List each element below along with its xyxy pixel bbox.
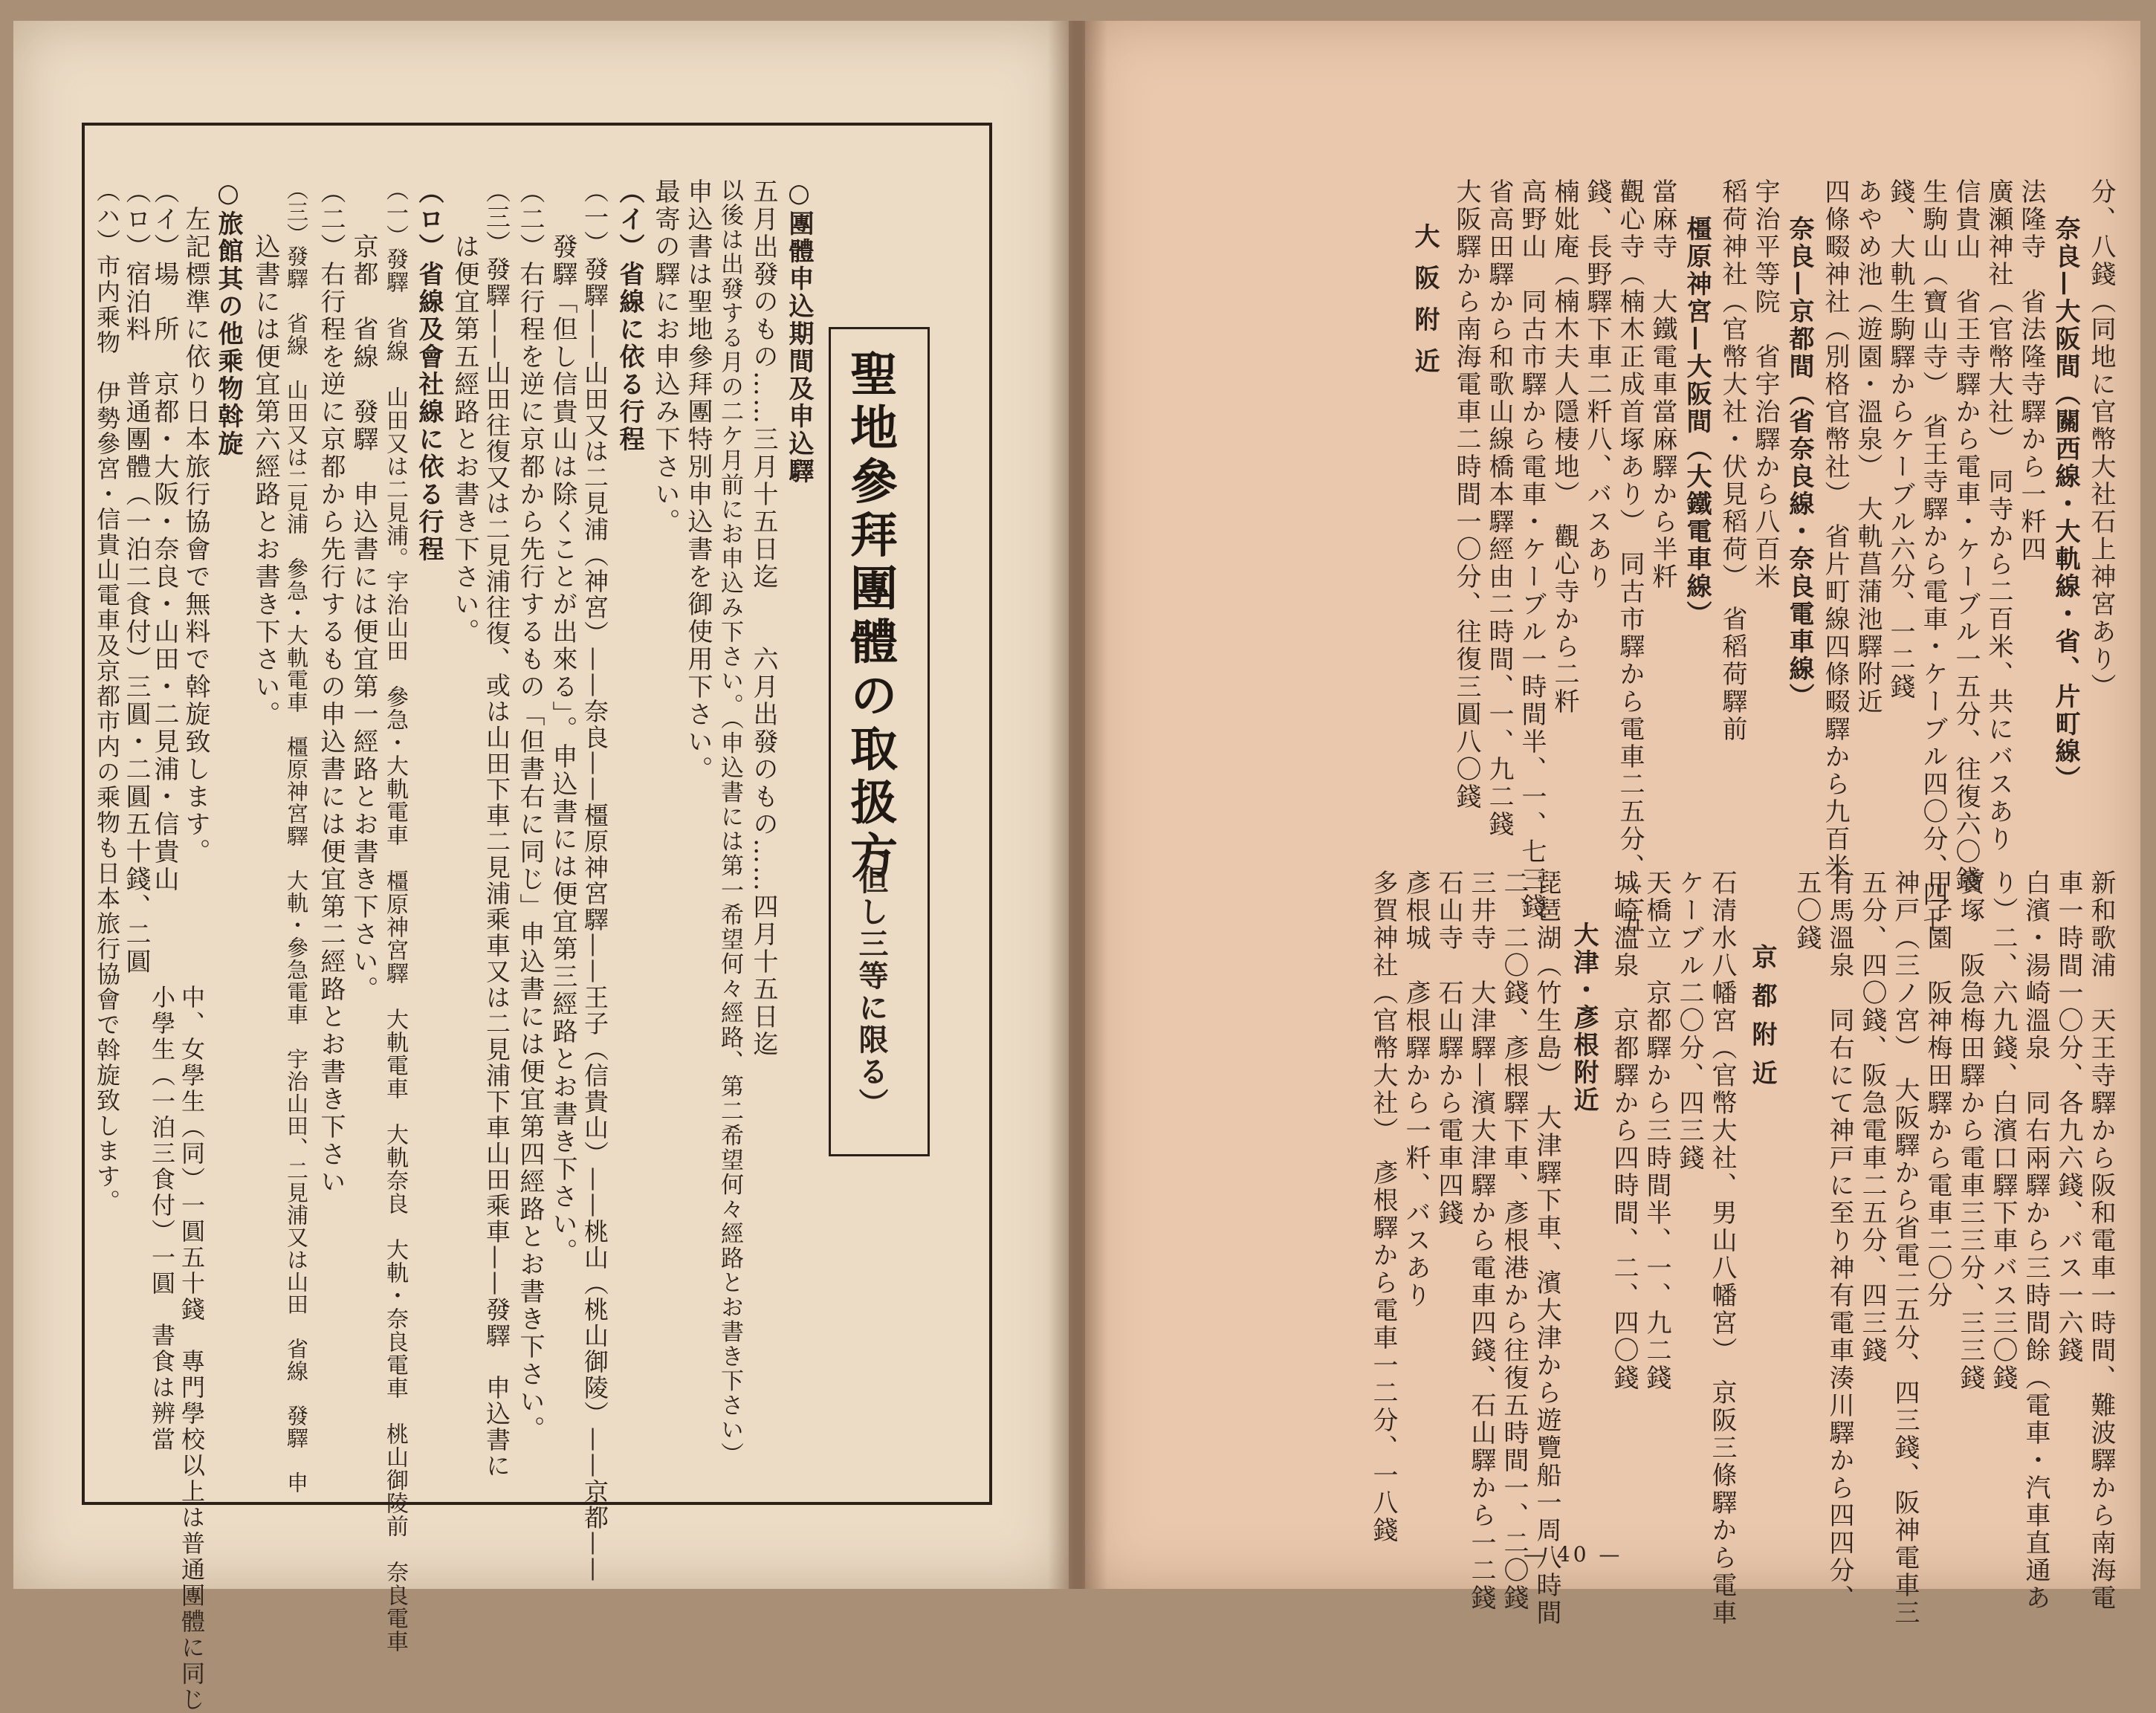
right-col: 車一時間一〇分、各九六錢、バス一六錢 — [2053, 870, 2083, 1364]
left-col: （イ）省線に依る行程 — [615, 178, 644, 453]
section-heading-kyoto: 京都附近 — [1747, 944, 1777, 1098]
left-col: （一）發驛——山田又は二見浦（神宮）——奈良——橿原神宮驛——王子（信貴山）——桃山（桃山御陵）——京都—— — [580, 178, 609, 1583]
left-col: 左記標準に依り日本旅行協會で無料で斡旋致します。 — [181, 178, 210, 866]
right-col: 甲子園 阪神梅田驛から電車二〇分 — [1923, 870, 1952, 1309]
page-title: 聖地參拜團體の取扱方 — [842, 349, 898, 884]
right-col: ケーブル二〇分、四三錢 — [1674, 870, 1704, 1172]
right-col: 白濱・湯崎溫泉 同右兩驛から三時間餘（電車・汽車直通あ — [2021, 870, 2050, 1612]
right-col: 三井寺 大津驛—濱大津驛から電車四錢、石山驛から一二錢 — [1466, 870, 1496, 1612]
left-col: 小學生（一泊三食付）一圓 書食は辨當 — [148, 855, 176, 1453]
right-col: 天橋立 京都驛から三時間半、一、九二錢 — [1642, 870, 1671, 1392]
right-col: り）二、六九錢、白濱口驛下車バス三〇錢 — [1988, 870, 2018, 1392]
left-col: 以後は出發する月の二ケ月前にお申込み下さい。（申込書には第一希望何々經路、第二希望何々經路とお書き下さい） — [716, 178, 743, 1467]
left-col: （ハ）市内乘物 伊勢參宮・信貴山電車及京都市内の乘物も日本旅行協會で斡旋致します。 — [93, 178, 121, 1214]
left-col: ○團體申込期間及申込驛 — [784, 178, 814, 485]
right-col: 信貴山 省王寺驛から電車・ケーブル一五分、往復六〇錢 — [1951, 178, 1981, 893]
right-col: 神戸（三ノ宮） 大阪驛から省電二五分、四三錢、阪神電車三 — [1890, 870, 1920, 1627]
right-col: 奈良—大阪間（關西線・大軌線・省、片町線） — [2050, 216, 2080, 793]
left-col: （三）發驛——山田往復又は二見浦往復、或は山田下車二見浦乘車又は二見浦下車山田乘車——發驛 申込書に — [482, 178, 511, 1479]
left-col: ○旅館其の他乘物斡旋 — [213, 178, 243, 458]
left-col: （ロ）省線及會社線に依る行程 — [414, 178, 444, 563]
left-col: 京都 省線 發驛 申込書には便宜第一經路とお書き下さい。 — [349, 178, 378, 1003]
left-col: 込書には便宜第六經路とお書き下さい。 — [250, 178, 280, 728]
left-col: （ロ）宿泊料 普通團體（一泊二食付）三圓・二圓五十錢、二圓 — [121, 178, 151, 976]
right-col: 錢、大軌生駒驛からケーブル六分、一二錢 — [1885, 178, 1915, 701]
right-col: 大阪驛から南海電車二時間一〇分、往復三圓八〇錢 — [1451, 178, 1481, 811]
title-note: （但し三等に限る） — [854, 832, 889, 1120]
right-col: 新和歌浦 天王寺驛から阪和電車一時間、難波驛から南海電 — [2086, 870, 2116, 1612]
book-gutter — [1048, 21, 1107, 1589]
right-col: 多賀神社（官幣大社） 彥根驛から電車一二分、一八錢 — [1368, 870, 1398, 1544]
right-col: 橿原神宮—大阪間（大鐵電車線） — [1682, 216, 1712, 628]
right-col: 寶塚 阪急梅田驛から電車三三分、三三錢 — [1955, 870, 1985, 1392]
left-col: 五月出發のもの……三月十五日迄 六月出發のもの……四月十五日迄 — [748, 178, 778, 1058]
left-col: （二）右行程を逆に京都から先行するもの「但書右に同じ」申込書には便宜第四經路とお書き下さい。 — [515, 178, 545, 1443]
right-col: 當麻寺 大鐵電車當麻驛から半粁 — [1648, 178, 1677, 591]
page-number: — 40 — — [1524, 1542, 1623, 1567]
section-heading-otsu: 大津・彥根附近 — [1569, 922, 1599, 1114]
right-col: 分、八錢（同地に官幣大社石上神宮あり） — [2086, 178, 2116, 701]
right-col: 廣瀬神社（官幣大社） 同寺から二百米、共にバスあり — [1984, 178, 2013, 853]
left-col: （三）發驛 省線 山田又は二見浦 參急・大軌電車 橿原神宮驛 大軌・參急電車 宇治山田、二見浦又は山田 省線 發驛 申 — [284, 178, 309, 1494]
right-col: 五〇錢 — [1792, 870, 1822, 952]
right-col: 琵琶湖（竹生島） 大津驛下車、濱大津から遊覽船一周八時間 — [1532, 870, 1561, 1627]
right-col: 觀心寺（楠木正成首塚あり） 同古市驛から電車二五分、二五 — [1615, 178, 1645, 936]
right-col: 二、二〇錢、彥根驛下車、彥根港から往復五時間一、二〇錢 — [1499, 870, 1529, 1612]
right-col: 四條畷神社（別格官幣社） 省片町線四條畷驛から九百米 — [1820, 178, 1850, 881]
right-col: 法隆寺 省法隆寺驛から一粁四 — [2016, 178, 2046, 563]
left-col: （一）發驛 省線 山田又は二見浦。宇治山田 參急・大軌電車 橿原神宮驛 大軌電車 大軌奈良 大軌・奈良電車 桃山御陵前 奈良電車 — [382, 178, 408, 1653]
right-col: 有馬溫泉 同右にて神戸に至り神有電車湊川驛から四四分、 — [1825, 870, 1854, 1612]
left-col: 中、女學生（同）一圓五十錢 專門學校以上は普通團體に同じ — [178, 855, 206, 1713]
right-col: 生駒山（寶山寺） 省王寺驛から電車・ケーブル四〇分、四七 — [1918, 178, 1948, 936]
right-col: 高野山 同古市驛から電車・ケーブル一時間半、一、七三錢 — [1517, 178, 1547, 921]
right-col: 錢、長野驛下車二粁八、バスあり — [1582, 178, 1612, 591]
left-col: は便宜第五經路とお書き下さい。 — [450, 178, 479, 646]
right-col: 奈良—京都間（省奈良線・奈良電車線） — [1784, 216, 1814, 710]
section-heading-osaka: 大阪附近 — [1410, 223, 1440, 389]
right-col: 石清水八幡宮（官幣大社、男山八幡宮） 京阪三條驛から電車 — [1707, 870, 1737, 1627]
left-col: 最寄の驛にお申込み下さい。 — [650, 178, 680, 536]
right-col: 彥根城 彥根驛から一粁、バスあり — [1401, 870, 1431, 1309]
left-col: （二）右行程を逆に京都から先行するもの申込書には便宜第二經路とお書き下さい — [316, 178, 346, 1196]
right-col: 石山寺 石山驛から電車四錢 — [1434, 870, 1463, 1227]
right-col: 楠妣庵（楠木夫人隱棲地） 觀心寺から二粁 — [1550, 178, 1579, 716]
right-col: 稻荷神社（官幣大社・伏見稻荷） 省稻荷驛前 — [1718, 178, 1747, 743]
left-col: 發驛「但し信貴山は除くことが出來る」。申込書には便宜第三經路とお書き下さい。 — [548, 178, 577, 1266]
right-col: 城崎溫泉 京都驛から四時間、二、四〇錢 — [1609, 870, 1639, 1392]
left-col: 申込書は聖地參拜團特別申込書を御使用下さい。 — [683, 178, 713, 783]
right-col: あやめ池（遊園・溫泉） 大軌菖蒲池驛附近 — [1853, 178, 1883, 716]
right-col: 宇治平等院 省宇治驛から八百米 — [1750, 178, 1780, 591]
left-col: （イ）場 所 京都・大阪・奈良・山田・二見浦・信貴山 — [149, 178, 179, 893]
right-col: 五分、四〇錢、阪急電車二五分、四三錢 — [1857, 870, 1887, 1364]
right-col: 省高田驛から和歌山線橋本驛經由二時間、一、九二錢 — [1484, 178, 1514, 838]
